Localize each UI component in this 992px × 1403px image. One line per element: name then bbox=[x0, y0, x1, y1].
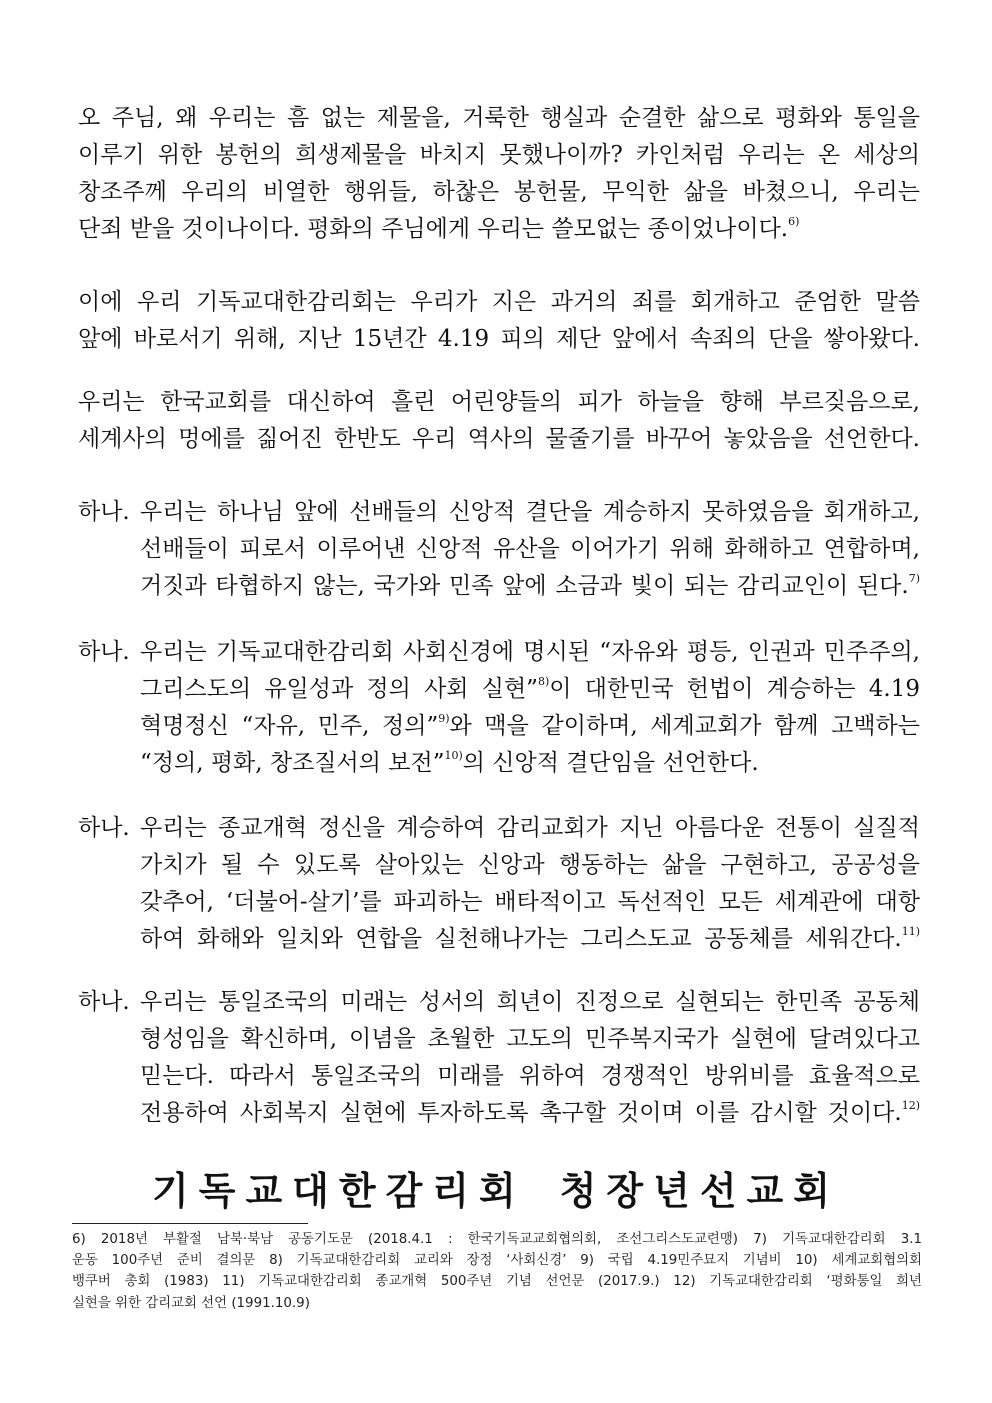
text-line: 믿는다. 따라서 통일조국의 미래를 위하여 경쟁적인 방위비를 효율적으로 bbox=[140, 1063, 920, 1089]
footnote-line: 실현을 위한 감리교회 선언 (1991.10.9) bbox=[72, 1295, 310, 1311]
text-line-content: 하여 화해와 일치와 연합을 실천해나가는 그리스도교 공동체를 세워간다. bbox=[140, 926, 902, 952]
text-line bbox=[140, 921, 920, 958]
footnote-ref: 11) bbox=[901, 925, 920, 939]
footnote-ref: 8) bbox=[537, 675, 550, 689]
intro-paragraph-repentance bbox=[78, 284, 920, 358]
text-line: 창조주께 우리의 비열한 행위들, 하찮은 봉헌물, 무익한 삶을 바쳤으니, 우리는 bbox=[78, 179, 920, 205]
pledge-body bbox=[140, 810, 920, 958]
footnote-line: 뱅쿠버 총회 (1983) 11) 기독교대한감리회 종교개혁 500주년 기념 선언문 (2017.9.) 12) 기독교대한감리회 ‘평화통일 희년 bbox=[72, 1274, 922, 1290]
text-line: 이루기 위한 봉헌의 희생제물을 바치지 못했나이까? 카인처럼 우리는 온 세상의 bbox=[78, 142, 920, 168]
signature-part-mission: 청장년선교회 bbox=[559, 1168, 840, 1213]
text-line-content: 와 맥을 같이하며, 세계교회가 함께 고백하는 bbox=[449, 713, 920, 739]
footnote-ref: 10) bbox=[444, 749, 463, 763]
text-line: 형성임을 확신하며, 이념을 초월한 고도의 민주복지국가 실현에 달려있다고 bbox=[140, 1026, 920, 1052]
text-line: 우리는 기독교대한감리회 사회신경에 명시된 “자유와 평등, 인권과 민주주의, bbox=[140, 639, 920, 665]
pledge-label: 하나. bbox=[78, 639, 130, 665]
text-line: 갖추어, ‘더불어-살기’를 파괴하는 배타적이고 독선적인 모든 세계관에 대항 bbox=[140, 889, 920, 915]
footnote-ref: 9) bbox=[438, 712, 450, 726]
footnote-divider bbox=[72, 1223, 308, 1224]
text-line-content: “정의, 평화, 창조질서의 보전” bbox=[140, 750, 445, 776]
text-line: 우리는 통일조국의 미래는 성서의 희년이 진정으로 실현되는 한민족 공동체 bbox=[140, 989, 920, 1015]
pledge-body bbox=[140, 984, 920, 1132]
text-line bbox=[140, 568, 920, 605]
footnote-ref: 12) bbox=[901, 1099, 920, 1113]
signature-part-denomination: 기독교대한감리회 bbox=[152, 1168, 526, 1213]
footnote-ref: 7) bbox=[908, 572, 920, 586]
text-line: 우리는 종교개혁 정신을 계승하여 감리교회가 지닌 아름다운 전통이 실질적 bbox=[140, 815, 920, 841]
text-line: 세계사의 멍에를 짊어진 한반도 우리 역사의 물줄기를 바꾸어 놓았음을 선언한다. bbox=[78, 426, 920, 452]
text-line-content: 그리스도의 유일성과 정의 사회 실현” bbox=[140, 676, 538, 702]
text-line bbox=[78, 211, 920, 248]
text-line: 앞에 바로서기 위해, 지난 15년간 4.19 피의 제단 앞에서 속죄의 단을 쌓아왔다. bbox=[78, 326, 920, 352]
text-line-content: 거짓과 타협하지 않는, 국가와 민족 앞에 소금과 빛이 되는 감리교인이 된다. bbox=[140, 573, 909, 599]
text-line: 이에 우리 기독교대한감리회는 우리가 지은 과거의 죄를 회개하고 준엄한 말씀 bbox=[78, 289, 920, 315]
footnote-ref: 6) bbox=[788, 215, 800, 229]
pledge-body bbox=[140, 634, 920, 782]
footnote-line: 운동 100주년 준비 결의문 8) 기독교대한감리회 교리와 장정 ‘사회신경’ 9) 국립 4.19민주묘지 기념비 10) 세계교회협의회 bbox=[72, 1253, 922, 1269]
text-line-content: 의 신앙적 결단임을 선언한다. bbox=[462, 750, 759, 776]
text-line bbox=[140, 671, 920, 708]
text-line: 오 주님, 왜 우리는 흠 없는 제물을, 거룩한 행실과 순결한 삶으로 평화와 통일을 bbox=[78, 105, 920, 131]
pledge-label: 하나. bbox=[78, 499, 130, 525]
text-line bbox=[140, 708, 920, 745]
footnotes bbox=[72, 1229, 922, 1314]
text-line-content: 이 대한민국 헌법이 계승하는 4.19 bbox=[549, 676, 920, 702]
text-line-content: 전용하여 사회복지 실현에 투자하도록 촉구할 것이며 이를 감시할 것이다. bbox=[140, 1100, 902, 1126]
text-line: 선배들이 피로서 이루어낸 신앙적 유산을 이어가기 위해 화해하고 연합하며, bbox=[140, 536, 920, 562]
signature-organization bbox=[0, 1160, 992, 1215]
pledge-label: 하나. bbox=[78, 815, 130, 841]
text-line: 가치가 될 수 있도록 살아있는 신앙과 행동하는 삶을 구현하고, 공공성을 bbox=[140, 852, 920, 878]
footnote-line: 6) 2018년 부활절 남북·북남 공동기도문 (2018.4.1 : 한국기독교교회협의회, 조선그리스도교련맹) 7) 기독교대한감리회 3.1 bbox=[72, 1232, 922, 1247]
intro-paragraph-prayer bbox=[78, 100, 920, 248]
text-line: 우리는 하나님 앞에 선배들의 신앙적 결단을 계승하지 못하였음을 회개하고, bbox=[140, 499, 920, 525]
intro-paragraph-declaration bbox=[78, 384, 920, 458]
text-line-content: 혁명정신 “자유, 민주, 정의” bbox=[140, 713, 439, 739]
text-line: 우리는 한국교회를 대신하여 흘린 어린양들의 피가 하늘을 향해 부르짖음으로, bbox=[78, 389, 920, 415]
pledge-body bbox=[140, 494, 920, 605]
pledge-label: 하나. bbox=[78, 989, 130, 1015]
text-line bbox=[140, 745, 920, 782]
text-line-content: 단죄 받을 것이나이다. 평화의 주님에게 우리는 쓸모없는 종이었나이다. bbox=[78, 216, 789, 242]
text-line bbox=[140, 1095, 920, 1132]
